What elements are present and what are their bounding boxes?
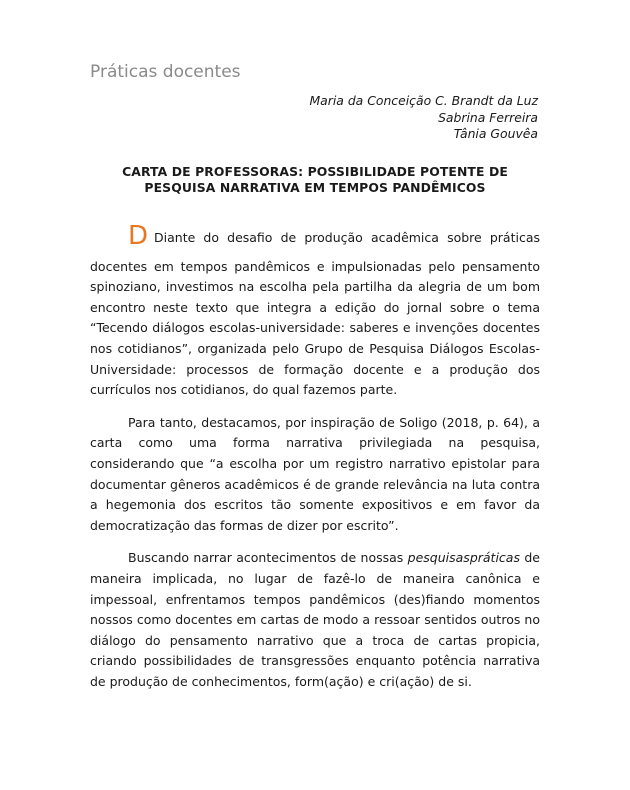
author-list bbox=[309, 93, 538, 143]
article-body bbox=[90, 221, 540, 704]
paragraph-2: Para tanto, destacamos, por inspiração de Soligo (2018, p. 64), a carta como uma forma narrativa privilegiada na pesquisa, considerando que “a escolha por um registro narrativo epistolar para documentar gêneros acadêmicos é de grande relevância na luta contra a hegemonia dos escritos tão somente expositivos e em favor da democratização das formas de dizer por escrito”. bbox=[90, 414, 540, 533]
first-line bbox=[90, 221, 540, 251]
author-name: Tânia Gouvêa bbox=[453, 126, 538, 141]
article-title-line: CARTA DE PROFESSORAS: POSSIBILIDADE POTENTE DE bbox=[122, 164, 508, 179]
section-label: Práticas docentes bbox=[90, 62, 241, 82]
drop-cap: D bbox=[128, 221, 149, 251]
article-title-line: PESQUISA NARRATIVA EM TEMPOS PANDÊMICOS bbox=[144, 180, 486, 195]
paragraph-1 bbox=[90, 221, 540, 401]
article-title bbox=[80, 164, 550, 196]
emphasis-term: pesquisaspráticas bbox=[407, 550, 520, 566]
paragraph-3-text-a: Buscando narrar acontecimentos de nossas bbox=[128, 550, 408, 566]
paragraph-3-text-b: de maneira implicada, no lugar de fazê-lo de maneira canônica e impessoal, enfrentamos tempos pandêmicos (des)fiando momentos nossos como docentes em cartas de modo a ressoar sentidos outros no diálogo do pensamento narrativo que a troca de cartas propicia, criando possibilidades de transgressões enquanto potência narrativa de produção de conhecimentos, form(ação) e cri(ação) de si. bbox=[90, 550, 540, 689]
author-name: Sabrina Ferreira bbox=[438, 109, 538, 125]
paragraph-3 bbox=[90, 548, 540, 692]
paragraph-1-text: docentes em tempos pandêmicos e impulsionadas pelo pensamento spinoziano, investimos na escolha pela partilha da alegria de um bom encontro neste texto que integra a edição do jornal sobre o tema “Tecendo diálogos escolas-universidade: saberes e invenções docentes nos cotidianos”, organizada pelo Grupo de Pesquisa Diálogos Escolas-Universidade: processos de formação docente e a produção dos currículos nos cotidianos, do qual fazemos parte. bbox=[90, 258, 540, 398]
first-line-text: Diante do desafio de produção acadêmica sobre práticas bbox=[154, 230, 540, 245]
author-name: Maria da Conceição C. Brandt da Luz bbox=[309, 93, 538, 108]
